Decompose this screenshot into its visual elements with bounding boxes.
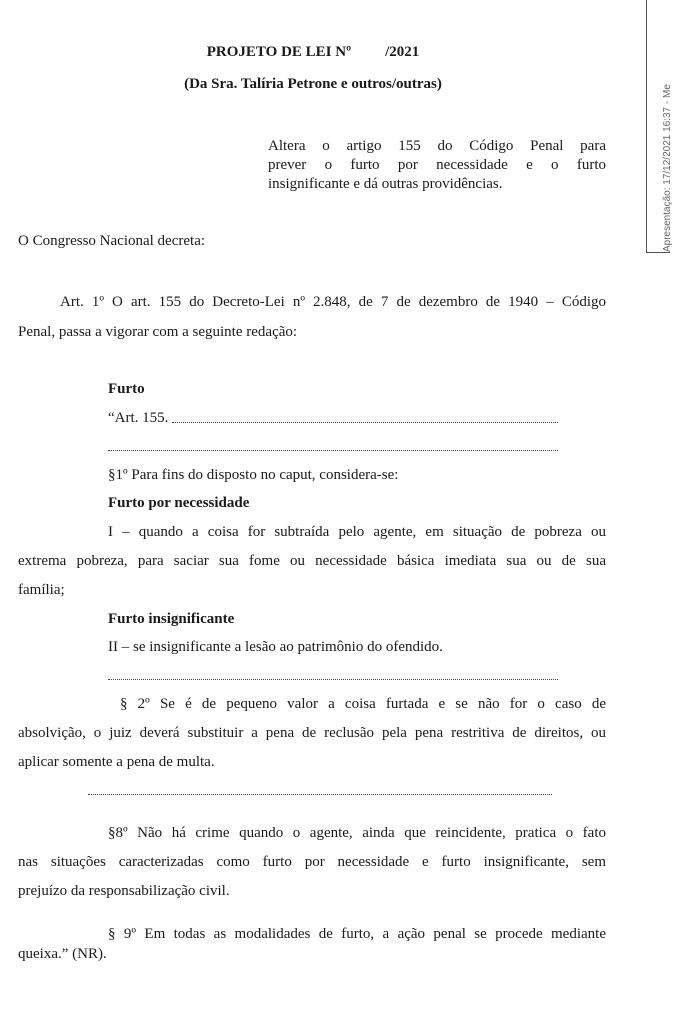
art1-line: Penal, passa a vigorar com a seguinte redação:	[18, 324, 298, 340]
bill-summary-line: prever o furto por necessidade e o furto	[268, 157, 606, 173]
bill-number: /2021	[385, 44, 420, 60]
heading-furto-insignificante: Furto insignificante	[108, 611, 235, 627]
paragraph-8-line: nas situações caracterizadas como furto por necessidade e furto insignificante, sem	[18, 854, 606, 870]
art1-line: Art. 1º O art. 155 do Decreto-Lei nº 2.848, de 7 de dezembro de 1940 – Código	[60, 294, 606, 310]
ellipsis-line	[172, 422, 558, 423]
bill-title	[0, 44, 626, 61]
heading-furto-necessidade: Furto por necessidade	[108, 495, 250, 511]
decree-statement: O Congresso Nacional decreta:	[18, 233, 206, 249]
paragraph-8-line: prejuízo da responsabilização civil.	[18, 883, 230, 899]
paragraph-2-line: aplicar somente a pena de multa.	[18, 754, 215, 770]
bill-summary	[268, 137, 606, 194]
inciso-1-line: extrema pobreza, para saciar sua fome ou necessidade básica imediata sua ou de sua	[18, 553, 606, 569]
art155-label: “Art. 155.	[108, 410, 169, 426]
paragraph-2-line: § 2º Se é de pequeno valor a coisa furtada e se não for o caso de	[120, 696, 606, 712]
inciso-1-line: família;	[18, 582, 65, 598]
ellipsis-line	[88, 794, 552, 795]
ellipsis-line	[108, 450, 558, 451]
paragraph-8-line: §8º Não há crime quando o agente, ainda que reincidente, pratica o fato	[108, 825, 606, 841]
inciso-1-line: I – quando a coisa for subtraída pelo agente, em situação de pobreza ou	[108, 524, 606, 540]
bill-author: (Da Sra. Talíria Petrone e outros/outras)	[184, 76, 442, 92]
paragraph-2-line: absolvição, o juiz deverá substituir a pena de reclusão pela pena restritiva de direitos, ou	[18, 725, 606, 741]
bill-title-prefix: PROJETO DE LEI Nº	[206, 44, 352, 60]
heading-furto: Furto	[108, 381, 145, 397]
inciso-2: II – se insignificante a lesão ao patrimônio do ofendido.	[108, 639, 443, 655]
paragraph-1: §1º Para fins do disposto no caput, considera-se:	[108, 467, 399, 483]
bill-summary-line: Altera o artigo 155 do Código Penal para	[268, 138, 606, 154]
paragraph-9-line: queixa.” (NR).	[18, 946, 107, 962]
submission-stamp-text: Apresentação: 17/12/2021 16:37 - Me	[662, 84, 673, 252]
paragraph-9-line: § 9º Em todas as modalidades de furto, a ação penal se procede mediante	[108, 926, 606, 942]
ellipsis-line	[108, 679, 558, 680]
bill-summary-line: insignificante e dá outras providências.	[268, 176, 503, 192]
